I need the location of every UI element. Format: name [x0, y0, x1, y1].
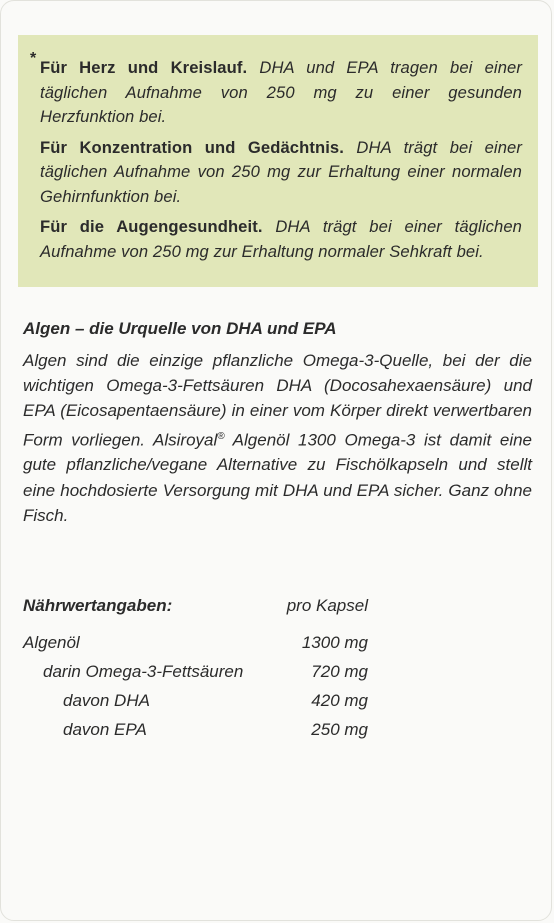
claim-heart	[40, 56, 522, 130]
section-body-part2: Algenöl 1300 Omega-3 ist damit eine gute pflanzliche/vegane Alternative zu Fischölkapseln und stellt eine hochdosierte Versorgung mit DHA und EPA sicher. Ganz ohne Fisch.	[23, 430, 532, 525]
nutrition-row-label: davon EPA	[63, 720, 147, 739]
nutrition-row	[23, 628, 368, 657]
nutrition-table	[23, 591, 368, 744]
section-body-part1: Algen sind die einzige pflanzliche Omega-3-Quelle, bei der die wichtigen Omega-3-Fettsäuren DHA (Docosahexaensäure) und EPA (Eicosapentaensäure) in einer vom Körper direkt verwertbaren Form vorliegen. Alsiroyal	[23, 351, 532, 450]
claim-heart-text: DHA und EPA tragen bei einer täglichen Aufnahme von 250 mg zu einer gesunden Herzfunktion bei.	[40, 58, 522, 126]
claim-brain-title: Für Konzentration und Gedächtnis.	[40, 137, 344, 157]
claim-eyes	[40, 215, 522, 264]
claim-brain-text: DHA trägt bei einer täglichen Aufnahme von 250 mg zur Erhaltung einer normalen Gehirnfunktion bei.	[40, 137, 522, 206]
nutrition-row-label: davon DHA	[63, 691, 150, 710]
claim-brain	[40, 136, 522, 210]
nutrition-header-label: Nährwertangaben:	[23, 596, 173, 615]
claim-eyes-title: Für die Augengesundheit.	[40, 217, 263, 236]
footnote-star: *	[30, 50, 37, 67]
nutrition-row-value: 1300 mg	[301, 633, 368, 652]
section-body	[23, 348, 532, 528]
nutrition-header-value: pro Kapsel	[286, 596, 368, 615]
section-title: Algen – die Urquelle von DHA und EPA	[23, 319, 337, 338]
nutrition-row	[23, 686, 368, 715]
nutrition-row	[23, 715, 368, 744]
nutrition-row-label: Algenöl	[23, 633, 80, 652]
nutrition-row-label: darin Omega-3-Fettsäuren	[43, 662, 244, 681]
claim-heart-title: Für Herz und Kreislauf.	[40, 58, 248, 77]
nutrition-row-value: 720 mg	[311, 662, 368, 681]
nutrition-row-value: 250 mg	[311, 720, 368, 739]
nutrition-header-row	[23, 591, 368, 620]
claim-eyes-text: DHA trägt bei einer täglichen Aufnahme von 250 mg zur Erhaltung normaler Sehkraft bei.	[40, 217, 522, 261]
nutrition-row-value: 420 mg	[311, 691, 368, 710]
registered-mark: ®	[217, 430, 225, 442]
nutrition-row	[23, 657, 368, 686]
health-claims-box	[18, 35, 538, 287]
